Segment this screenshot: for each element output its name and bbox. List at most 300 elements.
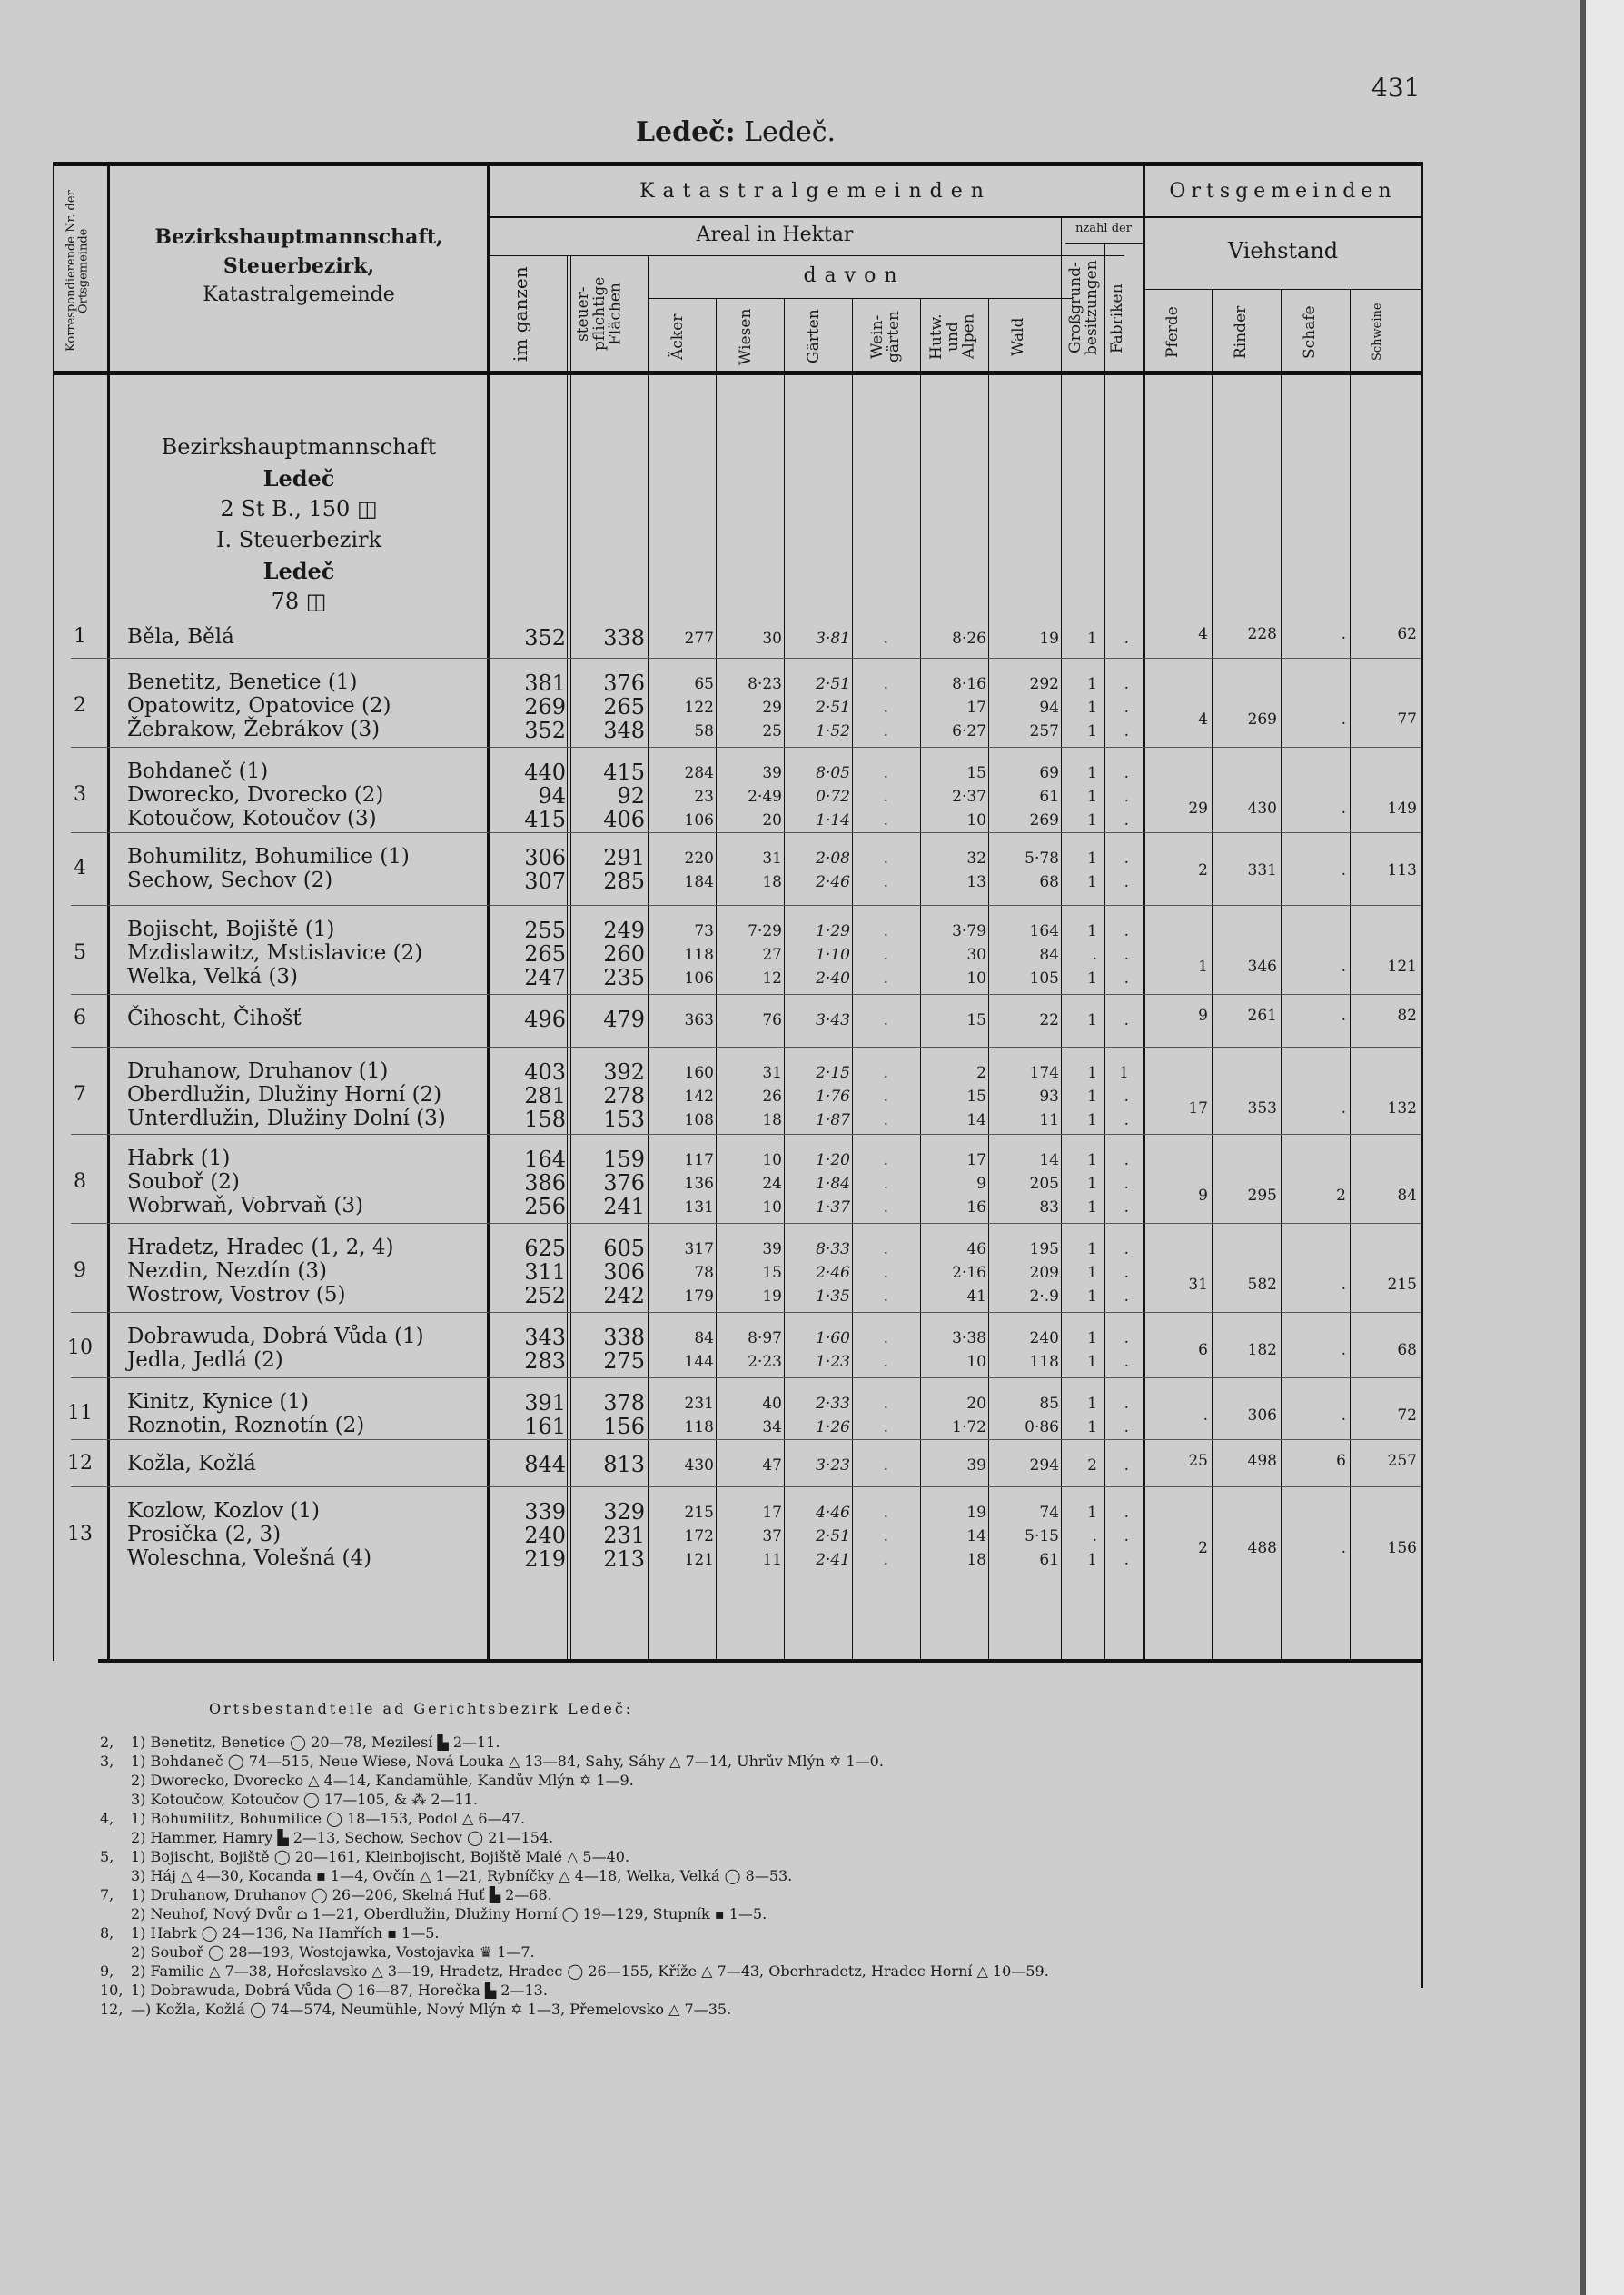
cell-hutw: 2 <box>976 1064 986 1082</box>
footnote-key: 4, <box>100 1810 114 1827</box>
cell-gaerten: 1·60 <box>816 1329 850 1347</box>
cell-steuer: 813 <box>603 1452 645 1477</box>
cell-pferde: 6 <box>1198 1341 1208 1359</box>
cell-wiesen: 12 <box>762 969 782 988</box>
cell-wiesen: 7·29 <box>748 922 782 940</box>
cell-fabr: . <box>1124 1111 1129 1129</box>
cell-hutw: 32 <box>966 849 986 868</box>
cell-steuer: 392 <box>603 1059 645 1085</box>
cell-gross: 1 <box>1087 1064 1097 1082</box>
cell-schweine: 121 <box>1387 958 1417 976</box>
cell-wald: 292 <box>1029 675 1059 693</box>
row-number: 8 <box>74 1170 86 1193</box>
header-pferde: Pferde <box>1164 306 1182 358</box>
cell-wald: 205 <box>1029 1175 1059 1193</box>
cell-aecker: 220 <box>684 849 714 868</box>
cell-ganz: 415 <box>524 807 566 832</box>
footnote-line <box>100 1981 1049 2000</box>
cell-hutw: 8·16 <box>952 675 986 693</box>
cell-aecker: 144 <box>684 1353 714 1371</box>
cell-gross: 1 <box>1087 699 1097 717</box>
cell-schafe: . <box>1341 710 1346 729</box>
cell-wein: . <box>883 1504 888 1522</box>
cell-gaerten: 1·87 <box>816 1111 850 1129</box>
cell-wiesen: 30 <box>762 630 782 648</box>
cell-gross: 1 <box>1087 1504 1097 1522</box>
cell-fabr: . <box>1124 946 1129 964</box>
footnote-line <box>100 1923 1049 1942</box>
footnote-line <box>100 1790 1049 1809</box>
cell-wiesen: 39 <box>762 764 782 782</box>
footnote-line <box>100 1847 1049 1866</box>
cell-gaerten: 1·26 <box>816 1418 850 1436</box>
cell-gross: 1 <box>1087 722 1097 740</box>
row-separator <box>71 1134 1421 1135</box>
cell-fabr: . <box>1124 1353 1129 1371</box>
cell-gross: 1 <box>1087 1240 1097 1258</box>
cell-gaerten: 2·51 <box>816 699 850 717</box>
katastral-name: Jedla, Jedlá (2) <box>127 1348 283 1372</box>
cell-gaerten: 2·15 <box>816 1064 850 1082</box>
cell-hutw: 2·37 <box>952 788 986 806</box>
cell-aecker: 58 <box>694 722 714 740</box>
cell-wiesen: 37 <box>762 1527 782 1545</box>
cell-ganz: 247 <box>524 965 566 990</box>
footnote-line <box>100 1752 1049 1771</box>
cell-wein: . <box>883 630 888 648</box>
cell-wiesen: 34 <box>762 1418 782 1436</box>
district-line3: 2 St B., 150 ◫ <box>220 496 378 522</box>
cell-ganz: 381 <box>524 671 566 696</box>
cell-ganz: 403 <box>524 1059 566 1085</box>
cell-wein: . <box>883 699 888 717</box>
cell-gaerten: 3·81 <box>816 630 850 648</box>
cell-rinder: 228 <box>1247 625 1277 643</box>
cell-gaerten: 2·51 <box>816 1527 850 1545</box>
row-separator <box>71 1486 1421 1487</box>
cell-fabr: . <box>1124 1527 1129 1545</box>
cell-ganz: 158 <box>524 1107 566 1132</box>
cell-aecker: 118 <box>684 1418 714 1436</box>
cell-ganz: 496 <box>524 1007 566 1032</box>
cell-rinder: 295 <box>1247 1187 1277 1205</box>
cell-fabr: . <box>1124 722 1129 740</box>
cell-steuer: 376 <box>603 671 645 696</box>
cell-fabr: . <box>1124 1418 1129 1436</box>
cell-steuer: 376 <box>603 1170 645 1196</box>
cell-rinder: 269 <box>1247 710 1277 729</box>
cell-hutw: 10 <box>966 969 986 988</box>
cell-wald: 294 <box>1029 1456 1059 1475</box>
cell-hutw: 2·16 <box>952 1264 986 1282</box>
cell-gaerten: 1·35 <box>816 1287 850 1306</box>
katastral-name: Dobrawuda, Dobrá Vůda (1) <box>127 1325 424 1348</box>
footnote-text: 2) Dworecko, Dvorecko △ 4—14, Kandamühle, Kandův Mlýn ✡ 1—9. <box>131 1772 634 1789</box>
katastral-name: Bohdaneč (1) <box>127 760 269 783</box>
katastral-name: Bojischt, Bojiště (1) <box>127 918 335 941</box>
cell-gross: 1 <box>1087 811 1097 830</box>
cell-aecker: 317 <box>684 1240 714 1258</box>
cell-wiesen: 20 <box>762 811 782 830</box>
cell-steuer: 415 <box>603 760 645 785</box>
cell-steuer: 605 <box>603 1236 645 1261</box>
header-gaerten: Gärten <box>805 309 823 364</box>
katastral-name: Sechow, Sechov (2) <box>127 869 333 892</box>
district-line6: 78 ◫ <box>271 589 327 614</box>
katastral-name: Wobrwaň, Vobrvaň (3) <box>127 1194 363 1217</box>
cell-wein: . <box>883 1198 888 1217</box>
cell-gross: 1 <box>1087 1264 1097 1282</box>
cell-fabr: . <box>1124 1151 1129 1169</box>
cell-wein: . <box>883 1111 888 1129</box>
cell-rinder: 582 <box>1247 1276 1277 1294</box>
district-line1: Bezirkshauptmannschaft <box>161 434 437 460</box>
footnote-text: 1) Habrk ◯ 24—136, Na Hamřích ▪ 1—5. <box>131 1924 440 1942</box>
cell-gaerten: 1·23 <box>816 1353 850 1371</box>
cell-aecker: 84 <box>694 1329 714 1347</box>
cell-hutw: 6·27 <box>952 722 986 740</box>
cell-rinder: 261 <box>1247 1007 1277 1025</box>
row-number: 4 <box>74 857 86 879</box>
row-separator <box>71 747 1421 748</box>
header-name-line1: Bezirkshauptmannschaft, <box>154 225 443 249</box>
cell-ganz: 281 <box>524 1083 566 1108</box>
cell-wald: 164 <box>1029 922 1059 940</box>
cell-ganz: 343 <box>524 1325 566 1350</box>
cell-aecker: 121 <box>684 1551 714 1569</box>
cell-gaerten: 1·29 <box>816 922 850 940</box>
row-number: 2 <box>74 694 86 717</box>
katastral-name: Roznotin, Roznotín (2) <box>127 1414 365 1437</box>
footnote-key: 8, <box>100 1924 114 1942</box>
running-head-bold: Ledeč: <box>635 116 736 148</box>
cell-gross: . <box>1092 1527 1097 1545</box>
cell-wald: 174 <box>1029 1064 1059 1082</box>
cell-fabr: . <box>1124 1264 1129 1282</box>
footnote-text: 2) Souboř ◯ 28—193, Wostojawka, Vostojavka ♛ 1—7. <box>131 1943 535 1961</box>
district-line4: I. Steuerbezirk <box>215 527 382 552</box>
cell-fabr: . <box>1124 1011 1129 1029</box>
footnote-line <box>100 1733 1049 1752</box>
cell-gaerten: 2·51 <box>816 675 850 693</box>
cell-wein: . <box>883 1287 888 1306</box>
cell-ganz: 255 <box>524 918 566 943</box>
row-separator <box>71 994 1421 995</box>
cell-wiesen: 8·23 <box>748 675 782 693</box>
district-line5: Ledeč <box>262 558 335 584</box>
running-head <box>0 116 1471 148</box>
cell-wein: . <box>883 675 888 693</box>
cell-wald: 269 <box>1029 811 1059 830</box>
cell-ganz: 625 <box>524 1236 566 1261</box>
footnote-text: —) Kožla, Kožlá ◯ 74—574, Neumühle, Nový Mlýn ✡ 1—3, Přemelovsko △ 7—35. <box>131 2001 732 2018</box>
cell-wald: 118 <box>1029 1353 1059 1371</box>
cell-steuer: 338 <box>603 1325 645 1350</box>
page-edge <box>1580 0 1624 2295</box>
cell-steuer: 378 <box>603 1390 645 1416</box>
cell-wiesen: 15 <box>762 1264 782 1282</box>
cell-gross: 1 <box>1087 1287 1097 1306</box>
cell-pferde: 31 <box>1188 1276 1208 1294</box>
footnote-text: 2) Familie △ 7—38, Hořeslavsko △ 3—19, Hradetz, Hradec ◯ 26—155, Kříže △ 7—43, Oberhradetz, Hradec Horní △ 10—59. <box>131 1962 1049 1980</box>
cell-wiesen: 10 <box>762 1151 782 1169</box>
footnote-line <box>100 1904 1049 1923</box>
footnote-line <box>100 1771 1049 1790</box>
row-number: 9 <box>74 1259 86 1282</box>
cell-ganz: 219 <box>524 1546 566 1572</box>
cell-hutw: 1·72 <box>952 1418 986 1436</box>
header-viehstand: Viehstand <box>1227 238 1339 263</box>
cell-gross: 1 <box>1087 1329 1097 1347</box>
katastral-name: Běla, Bělá <box>127 625 234 649</box>
cell-wein: . <box>883 1088 888 1106</box>
footnotes <box>100 1699 1049 2019</box>
cell-fabr: . <box>1124 675 1129 693</box>
katastral-name: Kožla, Kožlá <box>127 1452 256 1475</box>
cell-hutw: 15 <box>966 1088 986 1106</box>
cell-wiesen: 25 <box>762 722 782 740</box>
footnote-line <box>100 1866 1049 1885</box>
cell-pferde: 9 <box>1198 1007 1208 1025</box>
cell-pferde: 4 <box>1198 710 1208 729</box>
cell-fabr: . <box>1124 788 1129 806</box>
cell-rinder: 182 <box>1247 1341 1277 1359</box>
cell-wald: 14 <box>1039 1151 1059 1169</box>
cell-steuer: 406 <box>603 807 645 832</box>
cell-gaerten: 1·10 <box>816 946 850 964</box>
cell-ganz: 164 <box>524 1147 566 1172</box>
footnote-text: 3) Kotoučow, Kotoučov ◯ 17—105, & ⁂ 2—11. <box>131 1791 478 1808</box>
cell-steuer: 249 <box>603 918 645 943</box>
footnote-line <box>100 1809 1049 1828</box>
cell-fabr: . <box>1124 764 1129 782</box>
cell-fabr: . <box>1124 1456 1129 1475</box>
katastral-name: Oberdlužin, Dlužiny Horní (2) <box>127 1083 442 1107</box>
cell-aecker: 122 <box>684 699 714 717</box>
cell-pferde: . <box>1203 1406 1208 1425</box>
header-anzahl-der: nzahl der <box>1075 222 1132 235</box>
row-number: 6 <box>74 1007 86 1029</box>
cell-schafe: . <box>1341 1406 1346 1425</box>
cell-gross: 1 <box>1087 1175 1097 1193</box>
cell-ganz: 161 <box>524 1414 566 1439</box>
cell-schafe: 2 <box>1336 1187 1346 1205</box>
katastral-name: Woleschna, Volešná (4) <box>127 1546 372 1570</box>
header-areal: Areal in Hektar <box>696 224 854 246</box>
cell-pferde: 29 <box>1188 800 1208 818</box>
cell-wald: 84 <box>1039 946 1059 964</box>
cell-schafe: . <box>1341 1007 1346 1025</box>
cell-fabr: . <box>1124 699 1129 717</box>
cell-fabr: . <box>1124 1287 1129 1306</box>
cell-hutw: 17 <box>966 1151 986 1169</box>
cell-wald: 257 <box>1029 722 1059 740</box>
cell-gaerten: 1·52 <box>816 722 850 740</box>
footnote-key: 9, <box>100 1962 114 1980</box>
cell-steuer: 153 <box>603 1107 645 1132</box>
cell-pferde: 25 <box>1188 1452 1208 1470</box>
cell-wein: . <box>883 1240 888 1258</box>
cell-steuer: 306 <box>603 1259 645 1285</box>
katastral-name: Nezdin, Nezdín (3) <box>127 1259 328 1283</box>
cell-wiesen: 2·49 <box>748 788 782 806</box>
cell-wiesen: 39 <box>762 1240 782 1258</box>
cell-steuer: 275 <box>603 1348 645 1374</box>
row-number: 1 <box>74 625 86 648</box>
cell-ganz: 94 <box>538 783 566 809</box>
footnote-text: 1) Dobrawuda, Dobrá Vůda ◯ 16—87, Horečka ▙ 2—13. <box>131 1982 548 1999</box>
cell-steuer: 242 <box>603 1283 645 1308</box>
cell-wiesen: 2·23 <box>748 1353 782 1371</box>
footnote-line <box>100 1962 1049 1981</box>
cell-hutw: 14 <box>966 1527 986 1545</box>
cell-ganz: 252 <box>524 1283 566 1308</box>
cell-gross: 1 <box>1087 764 1097 782</box>
cell-wald: 74 <box>1039 1504 1059 1522</box>
cell-aecker: 284 <box>684 764 714 782</box>
cell-gaerten: 1·37 <box>816 1198 850 1217</box>
header-hutweiden: Hutw. und Alpen <box>927 313 978 360</box>
cell-aecker: 160 <box>684 1064 714 1082</box>
footnote-key: 3, <box>100 1753 114 1770</box>
cell-aecker: 179 <box>684 1287 714 1306</box>
header-weingaerten: Wein- gärten <box>868 311 903 363</box>
cell-aecker: 136 <box>684 1175 714 1193</box>
cell-ganz: 440 <box>524 760 566 785</box>
cell-gross: 1 <box>1087 1011 1097 1029</box>
cell-fabr: . <box>1124 1551 1129 1569</box>
cell-gaerten: 2·08 <box>816 849 850 868</box>
cell-ganz: 240 <box>524 1523 566 1548</box>
cell-schweine: 68 <box>1397 1341 1417 1359</box>
cell-wiesen: 31 <box>762 849 782 868</box>
cell-schweine: 149 <box>1387 800 1417 818</box>
cell-wald: 22 <box>1039 1011 1059 1029</box>
cell-pferde: 2 <box>1198 861 1208 879</box>
cell-aecker: 363 <box>684 1011 714 1029</box>
footnote-key: 10, <box>100 1982 124 1999</box>
cell-steuer: 278 <box>603 1083 645 1108</box>
cell-hutw: 10 <box>966 1353 986 1371</box>
cell-steuer: 241 <box>603 1194 645 1219</box>
katastral-name: Mzdislawitz, Mstislavice (2) <box>127 941 423 965</box>
cell-hutw: 15 <box>966 1011 986 1029</box>
cell-ganz: 352 <box>524 625 566 651</box>
katastral-name: Souboř (2) <box>127 1170 240 1194</box>
cell-ganz: 844 <box>524 1452 566 1477</box>
cell-aecker: 142 <box>684 1088 714 1106</box>
cell-gross: 2 <box>1087 1456 1097 1475</box>
district-line2: Ledeč <box>262 465 335 492</box>
cell-wein: . <box>883 1551 888 1569</box>
cell-steuer: 285 <box>603 869 645 894</box>
katastral-name: Habrk (1) <box>127 1147 231 1170</box>
cell-wein: . <box>883 1456 888 1475</box>
cell-gross: 1 <box>1087 1418 1097 1436</box>
footnote-key: 7, <box>100 1886 114 1903</box>
header-davon: davon <box>803 264 906 287</box>
cell-ganz: 306 <box>524 845 566 870</box>
cell-gross: 1 <box>1087 1088 1097 1106</box>
cell-wiesen: 10 <box>762 1198 782 1217</box>
cell-wiesen: 31 <box>762 1064 782 1082</box>
cell-gross: 1 <box>1087 675 1097 693</box>
katastral-name: Benetitz, Benetice (1) <box>127 671 358 694</box>
cell-fabr: . <box>1124 1175 1129 1193</box>
cell-fabr: . <box>1124 1329 1129 1347</box>
cell-wein: . <box>883 1527 888 1545</box>
cell-wald: 11 <box>1039 1111 1059 1129</box>
row-number: 10 <box>67 1336 93 1359</box>
cell-wald: 68 <box>1039 873 1059 891</box>
cell-schafe: . <box>1341 1276 1346 1294</box>
row-number: 5 <box>74 941 86 964</box>
katastral-name: Wostrow, Vostrov (5) <box>127 1283 346 1306</box>
row-separator <box>71 832 1421 833</box>
katastral-name: Hradetz, Hradec (1, 2, 4) <box>127 1236 394 1259</box>
footnote-text: 3) Háj △ 4—30, Kocanda ▪ 1—4, Ovčín △ 1—21, Rybníčky △ 4—18, Welka, Velká ◯ 8—53. <box>131 1867 793 1884</box>
cell-gaerten: 3·23 <box>816 1456 850 1475</box>
footnote-text: 1) Druhanow, Druhanov ◯ 26—206, Skelná Huť ▙ 2—68. <box>131 1886 552 1903</box>
cell-wald: 93 <box>1039 1088 1059 1106</box>
row-separator <box>71 1223 1421 1224</box>
cell-wein: . <box>883 1011 888 1029</box>
cell-gaerten: 8·33 <box>816 1240 850 1258</box>
cell-gaerten: 1·84 <box>816 1175 850 1193</box>
cell-gaerten: 3·43 <box>816 1011 850 1029</box>
cell-schafe: . <box>1341 1099 1346 1118</box>
cell-wiesen: 26 <box>762 1088 782 1106</box>
cell-fabr: . <box>1124 849 1129 868</box>
katastral-name: Kozlow, Kozlov (1) <box>127 1499 320 1523</box>
cell-aecker: 277 <box>684 630 714 648</box>
cell-hutw: 20 <box>966 1395 986 1413</box>
footnote-line <box>100 2000 1049 2019</box>
cell-pferde: 2 <box>1198 1539 1208 1557</box>
cell-aecker: 118 <box>684 946 714 964</box>
cell-wiesen: 11 <box>762 1551 782 1569</box>
header-wald: Wald <box>1009 317 1027 356</box>
cell-wein: . <box>883 1353 888 1371</box>
cell-gross: 1 <box>1087 630 1097 648</box>
katastral-name: Kotoučow, Kotoučov (3) <box>127 807 377 830</box>
header-im-ganzen: im ganzen <box>510 266 531 362</box>
cell-wald: 105 <box>1029 969 1059 988</box>
cell-gross: 1 <box>1087 1151 1097 1169</box>
cell-gaerten: 1·20 <box>816 1151 850 1169</box>
cell-hutw: 9 <box>976 1175 986 1193</box>
cell-wein: . <box>883 1064 888 1082</box>
cell-aecker: 131 <box>684 1198 714 1217</box>
running-head-plain: Ledeč. <box>744 116 837 148</box>
cell-gross: 1 <box>1087 1353 1097 1371</box>
footnote-text: 2) Neuhof, Nový Dvůr ⌂ 1—21, Oberdlužin, Dlužiny Horní ◯ 19—129, Stupník ▪ 1—5. <box>131 1905 767 1922</box>
row-separator <box>71 1439 1421 1440</box>
cell-gross: 1 <box>1087 788 1097 806</box>
cell-schafe: . <box>1341 1341 1346 1359</box>
cell-wein: . <box>883 788 888 806</box>
cell-aecker: 430 <box>684 1456 714 1475</box>
footnote-text: 2) Hammer, Hamry ▙ 2—13, Sechow, Sechov ◯ 21—154. <box>131 1829 554 1846</box>
cell-hutw: 39 <box>966 1456 986 1475</box>
cell-hutw: 10 <box>966 811 986 830</box>
katastral-name: Kinitz, Kynice (1) <box>127 1390 309 1414</box>
cell-rinder: 488 <box>1247 1539 1277 1557</box>
cell-fabr: . <box>1124 1088 1129 1106</box>
cell-gross: 1 <box>1087 873 1097 891</box>
cell-wein: . <box>883 873 888 891</box>
katastral-name: Dworecko, Dvorecko (2) <box>127 783 384 807</box>
